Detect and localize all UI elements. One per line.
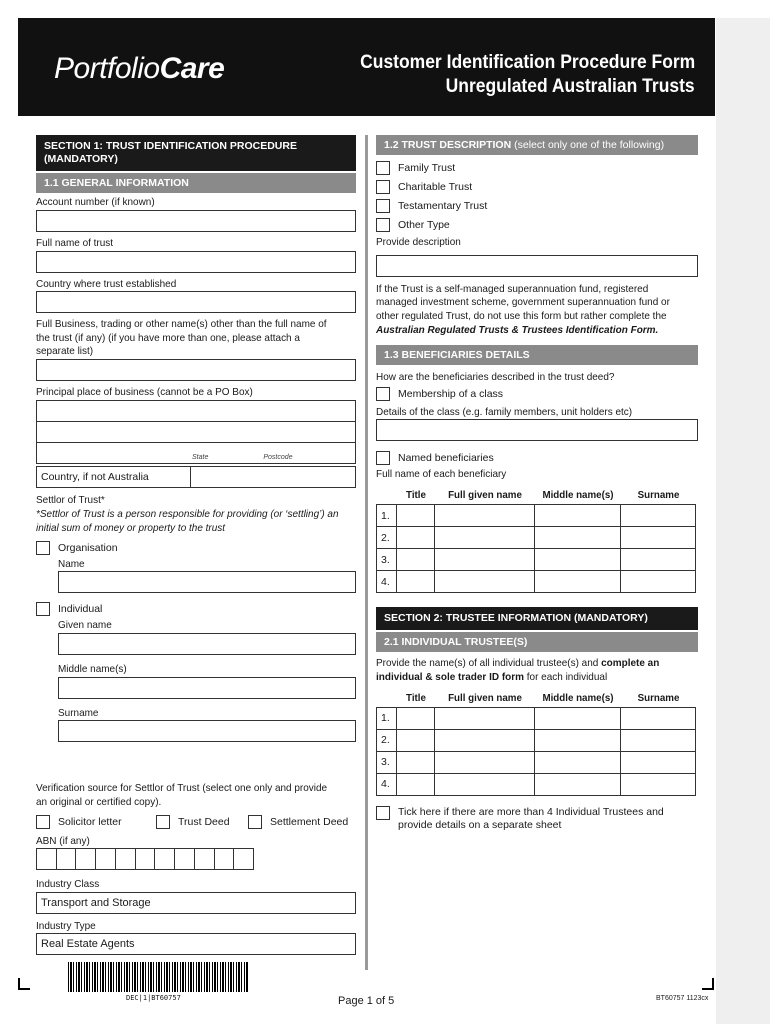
charitable-trust-option[interactable]: [376, 180, 698, 194]
settlor-note: *Settlor of Trust is a person responsible for providing (or ‘settling’) an initial sum of money or property to the trust: [36, 508, 339, 535]
testamentary-trust-checkbox[interactable]: [376, 199, 390, 213]
solicitor-letter-checkbox[interactable]: [36, 815, 50, 829]
trust-name-label: Full name of trust: [36, 236, 114, 249]
country-field[interactable]: [36, 466, 356, 488]
postcode-label: Postcode: [263, 453, 293, 461]
portfoliocare-logo: PortfolioCare: [54, 52, 225, 85]
full-name-each-label: Full name of each beneficiary: [376, 468, 507, 481]
address-line-1[interactable]: [37, 401, 355, 422]
middle-name-label: Middle name(s): [58, 662, 127, 675]
regulated-trust-note: If the Trust is a self-managed superannuation fund, registered managed investment scheme, government superannuation fund or other regulated Trust, do not use this form but rather complete the Australian Regulated Trusts & Trustees Identification Form.: [376, 282, 670, 336]
barcode: [68, 962, 248, 992]
col-given-name: Full given name: [447, 691, 522, 704]
state-label: State: [192, 453, 209, 461]
crop-mark-right: [702, 978, 714, 990]
family-trust-option[interactable]: [376, 161, 698, 175]
family-trust-label: Family Trust: [398, 162, 456, 174]
industry-type-field[interactable]: Real Estate Agents: [36, 933, 356, 955]
solicitor-letter-option[interactable]: [36, 815, 146, 829]
industry-class-field[interactable]: Transport and Storage: [36, 892, 356, 914]
trust-deed-checkbox[interactable]: [156, 815, 170, 829]
surname-field[interactable]: [58, 720, 356, 742]
other-names-label: Full Business, trading or other name(s) other than the full name of the trust (if any) (if you have more than one, please attach a separate list): [36, 318, 327, 358]
org-name-field[interactable]: [58, 571, 356, 593]
verification-label: Verification source for Settlor of Trust (select one only and provide an original or certified copy).: [36, 782, 328, 808]
testamentary-trust-label: Testamentary Trust: [398, 200, 488, 212]
surname-label: Surname: [58, 706, 99, 719]
individual-label: Individual: [58, 603, 103, 616]
individual-option[interactable]: [36, 602, 356, 616]
settlement-deed-option[interactable]: [248, 815, 348, 829]
table-row: 1.: [377, 505, 696, 527]
solicitor-letter-label: Solicitor letter: [58, 815, 122, 828]
given-name-label: Given name: [58, 619, 112, 632]
form-subtitle: Unregulated Australian Trusts: [446, 76, 695, 97]
trust-deed-label: Trust Deed: [178, 815, 230, 828]
named-beneficiaries-checkbox[interactable]: [376, 451, 390, 465]
column-divider: [365, 135, 368, 970]
organisation-option[interactable]: [36, 541, 356, 555]
charitable-trust-checkbox[interactable]: [376, 180, 390, 194]
other-type-option[interactable]: [376, 218, 698, 232]
named-beneficiaries-option[interactable]: [376, 451, 698, 465]
more-trustees-option[interactable]: [376, 806, 698, 833]
industry-class-label: Industry Class: [36, 878, 100, 891]
other-type-checkbox[interactable]: [376, 218, 390, 232]
individual-trustees-heading: 2.1 INDIVIDUAL TRUSTEE(S): [376, 632, 698, 652]
trust-deed-option[interactable]: [156, 815, 238, 829]
settlement-deed-checkbox[interactable]: [248, 815, 262, 829]
organisation-label: Organisation: [58, 541, 118, 554]
page-edge-shade: [716, 18, 770, 1024]
account-number-field[interactable]: [36, 210, 356, 232]
form-title: Customer Identification Procedure Form: [359, 52, 695, 73]
trust-name-field[interactable]: [36, 251, 356, 273]
table-row: 3.: [377, 751, 696, 773]
given-name-field[interactable]: [58, 633, 356, 655]
organisation-checkbox[interactable]: [36, 541, 50, 555]
abn-field[interactable]: [36, 848, 254, 870]
country-label: Country, if not Australia: [37, 467, 191, 487]
table-row: 2.: [377, 729, 696, 751]
account-number-label: Account number (if known): [36, 196, 155, 209]
right-column: [376, 135, 698, 833]
principal-place-field[interactable]: [36, 400, 356, 464]
class-details-label: Details of the class (e.g. family members, unit holders etc): [376, 405, 633, 418]
table-row: 2.: [377, 527, 696, 549]
description-field[interactable]: [376, 255, 698, 277]
membership-option[interactable]: [376, 387, 698, 401]
principal-place-label: Principal place of business (cannot be a PO Box): [36, 386, 253, 399]
beneficiaries-question: How are the beneficiaries described in the trust deed?: [376, 371, 615, 384]
col-surname: Surname: [637, 489, 679, 502]
col-title: Title: [405, 691, 426, 704]
table-row: 1.: [377, 707, 696, 729]
more-trustees-checkbox[interactable]: [376, 806, 390, 820]
address-line-2[interactable]: [37, 422, 355, 443]
section1-column: [36, 135, 356, 955]
beneficiaries-table: [376, 486, 696, 593]
beneficiaries-heading: 1.3 BENEFICIARIES DETAILS: [376, 345, 698, 365]
membership-checkbox[interactable]: [376, 387, 390, 401]
other-names-field[interactable]: [36, 359, 356, 381]
trustees-intro: Provide the name(s) of all individual trustee(s) and complete an individual & sole trader ID form for each individual: [376, 657, 660, 683]
table-row: 4.: [377, 773, 696, 795]
middle-name-field[interactable]: [58, 677, 356, 699]
table-row: 4.: [377, 571, 696, 593]
abn-label: ABN (if any): [36, 834, 90, 847]
charitable-trust-label: Charitable Trust: [398, 181, 473, 193]
testamentary-trust-option[interactable]: [376, 199, 698, 213]
section1-heading: SECTION 1: TRUST IDENTIFICATION PROCEDURE (MANDATORY): [36, 135, 356, 171]
col-title: Title: [405, 489, 426, 502]
address-state-row[interactable]: [37, 443, 355, 463]
form-code: BT60757 1123cx: [656, 995, 709, 1002]
trust-description-heading: 1.2 TRUST DESCRIPTION (select only one of the following): [376, 135, 698, 155]
verification-options: [36, 815, 356, 829]
country-established-label: Country where trust established: [36, 277, 177, 290]
section2-heading: SECTION 2: TRUSTEE INFORMATION (MANDATORY): [376, 607, 698, 630]
named-beneficiaries-label: Named beneficiaries: [398, 452, 494, 465]
country-input[interactable]: [191, 467, 355, 487]
col-middle-name: Middle name(s): [541, 691, 614, 704]
col-surname: Surname: [637, 691, 679, 704]
more-trustees-label: Tick here if there are more than 4 Individual Trustees and provide details on a separate sheet: [398, 805, 664, 832]
page-number: Page 1 of 5: [338, 995, 395, 1007]
membership-label: Membership of a class: [398, 387, 504, 400]
table-row: 3.: [377, 549, 696, 571]
table-header: [377, 486, 696, 505]
org-name-label: Name: [58, 557, 85, 570]
family-trust-checkbox[interactable]: [376, 161, 390, 175]
trustees-table: [376, 689, 696, 796]
col-given-name: Full given name: [447, 489, 522, 502]
settlor-label: Settlor of Trust*: [36, 493, 105, 506]
general-info-heading: 1.1 GENERAL INFORMATION: [36, 173, 356, 193]
barcode-text: DEC|1|BT60757: [126, 994, 181, 1002]
country-established-field[interactable]: [36, 291, 356, 313]
form-header: [18, 18, 715, 116]
provide-description-label: Provide description: [376, 236, 461, 248]
col-middle-name: Middle name(s): [541, 489, 614, 502]
table-header: [377, 689, 696, 708]
individual-checkbox[interactable]: [36, 602, 50, 616]
industry-type-label: Industry Type: [36, 919, 96, 932]
other-type-label: Other Type: [398, 219, 450, 231]
crop-mark-left: [18, 978, 30, 990]
settlement-deed-label: Settlement Deed: [270, 815, 349, 828]
class-details-field[interactable]: [376, 419, 698, 441]
